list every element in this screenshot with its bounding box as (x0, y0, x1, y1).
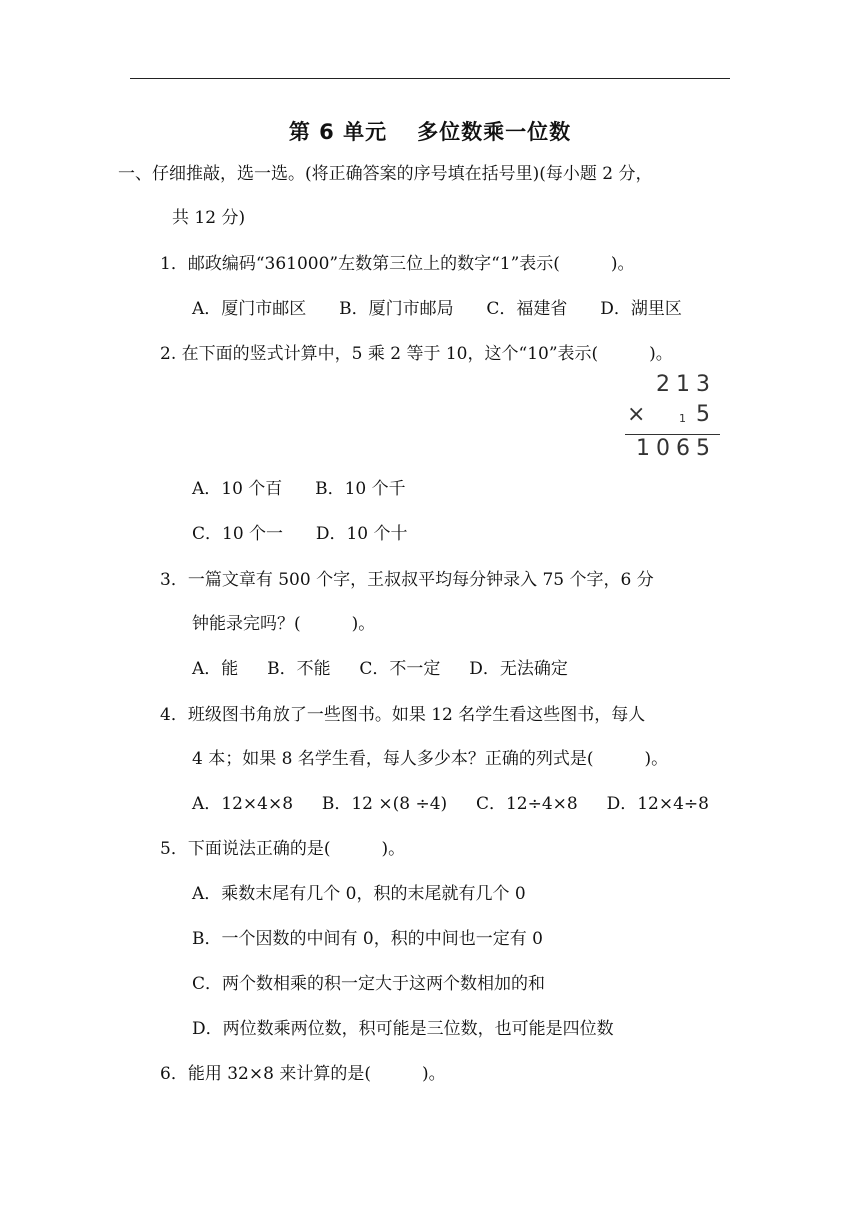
option-d: D．10 个十 (315, 524, 408, 544)
calc-line (625, 434, 720, 435)
question-6-stem: 6．能用 32×8 来计算的是( )。 (160, 1064, 446, 1084)
question-5-option-c: C．两个数相乘的积一定大于这两个数相加的和 (192, 974, 546, 994)
carry-digit: 1 (679, 412, 686, 425)
question-3-options (192, 657, 568, 681)
option-c: C．10 个一 (192, 524, 284, 544)
question-5-option-b: B．一个因数的中间有 0，积的中间也一定有 0 (192, 929, 543, 949)
times-sign: × (627, 402, 646, 427)
question-3-stem-line2: 钟能录完吗？( )。 (192, 614, 376, 634)
vertical-multiplication (625, 372, 720, 462)
multiplier: 5 (696, 402, 716, 427)
option-a: A．10 个百 (192, 479, 283, 499)
question-4-stem-line2: 4 本；如果 8 名学生看，每人多少本？正确的列式是( )。 (192, 749, 669, 769)
unit-number: 第 6 单元 (288, 120, 388, 144)
option-c: C．福建省 (486, 299, 568, 319)
product: 1065 (636, 436, 716, 461)
question-4-stem-line1: 4．班级图书角放了一些图书。如果 12 名学生看这些图书，每人 (160, 705, 646, 725)
unit-name: 多位数乘一位数 (417, 120, 572, 144)
page-title (0, 116, 860, 146)
section-heading-line1: 一、仔细推敲，选一选。(将正确答案的序号填在括号里)(每小题 2 分， (118, 164, 653, 184)
option-b: B．10 个千 (315, 479, 406, 499)
option-b: B．12 ×(8 ÷4) (321, 794, 448, 814)
option-a: A．能 (192, 659, 239, 679)
option-d: D．12×4÷8 (606, 794, 709, 814)
option-b: B．厦门市邮局 (339, 299, 454, 319)
question-2-options-row2 (192, 522, 408, 546)
question-1-options (192, 297, 682, 321)
option-c: C．不一定 (359, 659, 441, 679)
question-3-stem-line1: 3．一篇文章有 500 个字，王叔叔平均每分钟录入 75 个字，6 分 (160, 570, 654, 590)
multiplicand: 213 (656, 372, 716, 397)
question-2-stem: 2. 在下面的竖式计算中，5 乘 2 等于 10，这个“10”表示( )。 (160, 344, 673, 364)
question-5-stem: 5．下面说法正确的是( )。 (160, 839, 406, 859)
question-5-option-d: D．两位数乘两位数，积可能是三位数，也可能是四位数 (192, 1019, 614, 1039)
question-5-option-a: A．乘数末尾有几个 0，积的末尾就有几个 0 (192, 884, 526, 904)
option-d: D．湖里区 (600, 299, 682, 319)
question-2-options-row1 (192, 477, 406, 501)
question-1-stem: 1．邮政编码“361000”左数第三位上的数字“1”表示( )。 (160, 254, 635, 274)
option-d: D．无法确定 (469, 659, 568, 679)
option-c: C．12÷4×8 (475, 794, 578, 814)
section-heading-line2: 共 12 分) (172, 208, 246, 228)
option-a: A．厦门市邮区 (192, 299, 307, 319)
option-b: B．不能 (267, 659, 331, 679)
top-rule (130, 78, 730, 79)
question-4-options (192, 792, 709, 816)
option-a: A．12×4×8 (192, 794, 294, 814)
